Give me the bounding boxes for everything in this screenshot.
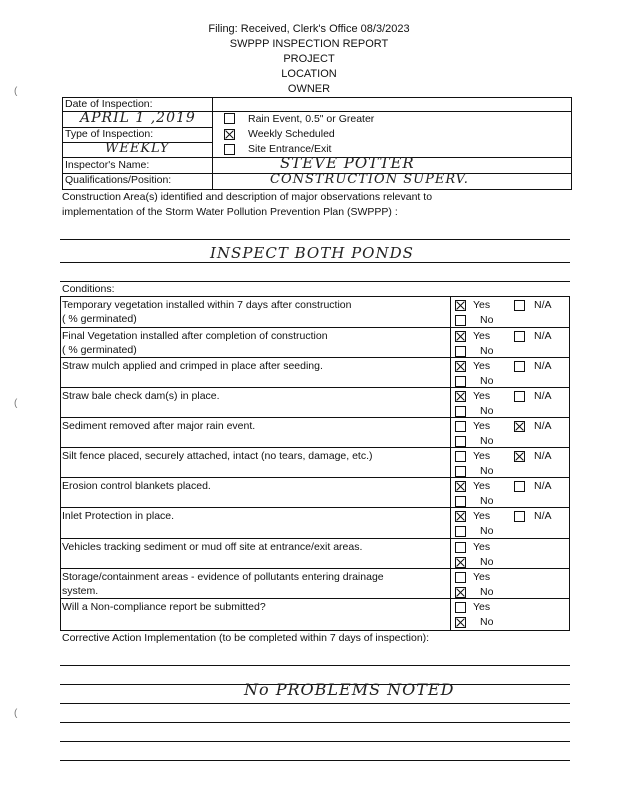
no-label: No <box>480 525 494 537</box>
yes-label: Yes <box>473 299 491 311</box>
no-label: No <box>480 495 494 507</box>
condition-text: Silt fence placed, securely attached, intact (no tears, damage, etc.) <box>62 450 373 462</box>
condition-row <box>60 538 570 569</box>
condition-row <box>60 507 570 538</box>
rain-event-label: Rain Event, 0.5" or Greater <box>248 113 375 125</box>
na-checkbox[interactable] <box>514 300 525 311</box>
condition-text: Vehicles tracking sediment or mud off site at entrance/exit areas. <box>62 541 363 553</box>
condition-text: Straw mulch applied and crimped in place after seeding. <box>62 360 323 372</box>
no-label: No <box>480 616 494 628</box>
site-entrance-label: Site Entrance/Exit <box>248 143 332 155</box>
corrective-label: Corrective Action Implementation (to be completed within 7 days of inspection): <box>62 632 430 644</box>
no-checkbox[interactable] <box>455 436 466 447</box>
punch-mark-bottom: ( <box>14 708 18 719</box>
condition-row <box>60 477 570 508</box>
punch-mark-middle: ( <box>14 398 18 409</box>
yes-checkbox[interactable] <box>455 602 466 613</box>
corrective-handwritten: No PROBLEMS NOTED <box>244 680 455 699</box>
yes-checkbox[interactable] <box>455 542 466 553</box>
yes-checkbox[interactable] <box>455 361 466 372</box>
yes-checkbox[interactable] <box>455 572 466 583</box>
na-label: N/A <box>534 360 552 372</box>
condition-subtext: ( % germinated) <box>62 344 137 356</box>
na-checkbox[interactable] <box>514 421 525 432</box>
na-label: N/A <box>534 330 552 342</box>
no-label: No <box>480 586 494 598</box>
no-checkbox[interactable] <box>455 346 466 357</box>
condition-text: Will a Non-compliance report be submitted? <box>62 601 266 613</box>
condition-row <box>60 357 570 388</box>
na-checkbox[interactable] <box>514 391 525 402</box>
yes-label: Yes <box>473 330 491 342</box>
punch-mark-top: ( <box>14 86 18 97</box>
yes-checkbox[interactable] <box>455 481 466 492</box>
type-label: Type of Inspection: <box>65 128 154 140</box>
weekly-scheduled-checkbox[interactable] <box>224 129 235 140</box>
site-entrance-checkbox[interactable] <box>224 144 235 155</box>
condition-text: Inlet Protection in place. <box>62 510 175 522</box>
yes-checkbox[interactable] <box>455 391 466 402</box>
location-label: LOCATION <box>281 68 337 80</box>
qualifications-value: CONSTRUCTION SUPERV. <box>270 172 469 187</box>
na-checkbox[interactable] <box>514 481 525 492</box>
report-title: SWPPP INSPECTION REPORT <box>229 38 389 50</box>
no-label: No <box>480 345 494 357</box>
no-checkbox[interactable] <box>455 466 466 477</box>
no-label: No <box>480 375 494 387</box>
na-label: N/A <box>534 420 552 432</box>
conditions-label: Conditions: <box>62 283 115 295</box>
condition-row <box>60 568 570 599</box>
yes-label: Yes <box>473 390 491 402</box>
na-checkbox[interactable] <box>514 361 525 372</box>
date-label: Date of Inspection: <box>65 98 153 110</box>
inspector-label: Inspector's Name: <box>65 159 150 171</box>
yes-label: Yes <box>473 601 491 613</box>
no-label: No <box>480 556 494 568</box>
no-checkbox[interactable] <box>455 496 466 507</box>
no-checkbox[interactable] <box>455 315 466 326</box>
no-checkbox[interactable] <box>455 526 466 537</box>
date-value: APRIL 1 ,2019 <box>80 110 196 126</box>
yes-label: Yes <box>473 571 491 583</box>
condition-text: Straw bale check dam(s) in place. <box>62 390 220 402</box>
no-label: No <box>480 314 494 326</box>
yes-checkbox[interactable] <box>455 331 466 342</box>
no-checkbox[interactable] <box>455 376 466 387</box>
yes-checkbox[interactable] <box>455 421 466 432</box>
yes-label: Yes <box>473 420 491 432</box>
no-checkbox[interactable] <box>455 406 466 417</box>
no-label: No <box>480 435 494 447</box>
na-label: N/A <box>534 480 552 492</box>
condition-subtext: system. <box>62 585 99 597</box>
project-label: PROJECT <box>283 53 335 65</box>
yes-checkbox[interactable] <box>455 511 466 522</box>
condition-text: Final Vegetation installed after completion of construction <box>62 330 328 342</box>
na-checkbox[interactable] <box>514 451 525 462</box>
construction-label-line1: Construction Area(s) identified and description of major observations relevant to <box>62 191 433 203</box>
condition-row <box>60 447 570 478</box>
condition-text: Temporary vegetation installed within 7 days after construction <box>62 299 352 311</box>
yes-label: Yes <box>473 480 491 492</box>
type-value: WEEKLY <box>105 141 170 156</box>
condition-text: Sediment removed after major rain event. <box>62 420 256 432</box>
filing-stamp: Filing: Received, Clerk's Office 08/3/2023 <box>208 23 410 35</box>
na-label: N/A <box>534 510 552 522</box>
yes-checkbox[interactable] <box>455 300 466 311</box>
yes-label: Yes <box>473 510 491 522</box>
owner-label: OWNER <box>287 83 331 95</box>
condition-text: Erosion control blankets placed. <box>62 480 211 492</box>
weekly-scheduled-label: Weekly Scheduled <box>248 128 335 140</box>
condition-row <box>60 297 570 327</box>
condition-row <box>60 327 570 358</box>
inspector-value: STEVE POTTER <box>280 154 415 172</box>
condition-text: Storage/containment areas - evidence of pollutants entering drainage <box>62 571 384 583</box>
no-checkbox[interactable] <box>455 587 466 598</box>
condition-subtext: ( % germinated) <box>62 313 137 325</box>
no-label: No <box>480 405 494 417</box>
na-label: N/A <box>534 450 552 462</box>
na-checkbox[interactable] <box>514 331 525 342</box>
condition-row <box>60 598 570 629</box>
condition-row <box>60 417 570 448</box>
na-label: N/A <box>534 390 552 402</box>
yes-label: Yes <box>473 541 491 553</box>
construction-handwritten: INSPECT BOTH PONDS <box>210 244 414 262</box>
yes-label: Yes <box>473 360 491 372</box>
no-label: No <box>480 465 494 477</box>
no-checkbox[interactable] <box>455 617 466 628</box>
na-label: N/A <box>534 299 552 311</box>
rain-event-checkbox[interactable] <box>224 113 235 124</box>
construction-label-line2: implementation of the Storm Water Pollution Prevention Plan (SWPPP) : <box>62 206 398 218</box>
condition-row <box>60 387 570 418</box>
qualifications-label: Qualifications/Position: <box>65 174 172 186</box>
yes-label: Yes <box>473 450 491 462</box>
no-checkbox[interactable] <box>455 557 466 568</box>
yes-checkbox[interactable] <box>455 451 466 462</box>
na-checkbox[interactable] <box>514 511 525 522</box>
